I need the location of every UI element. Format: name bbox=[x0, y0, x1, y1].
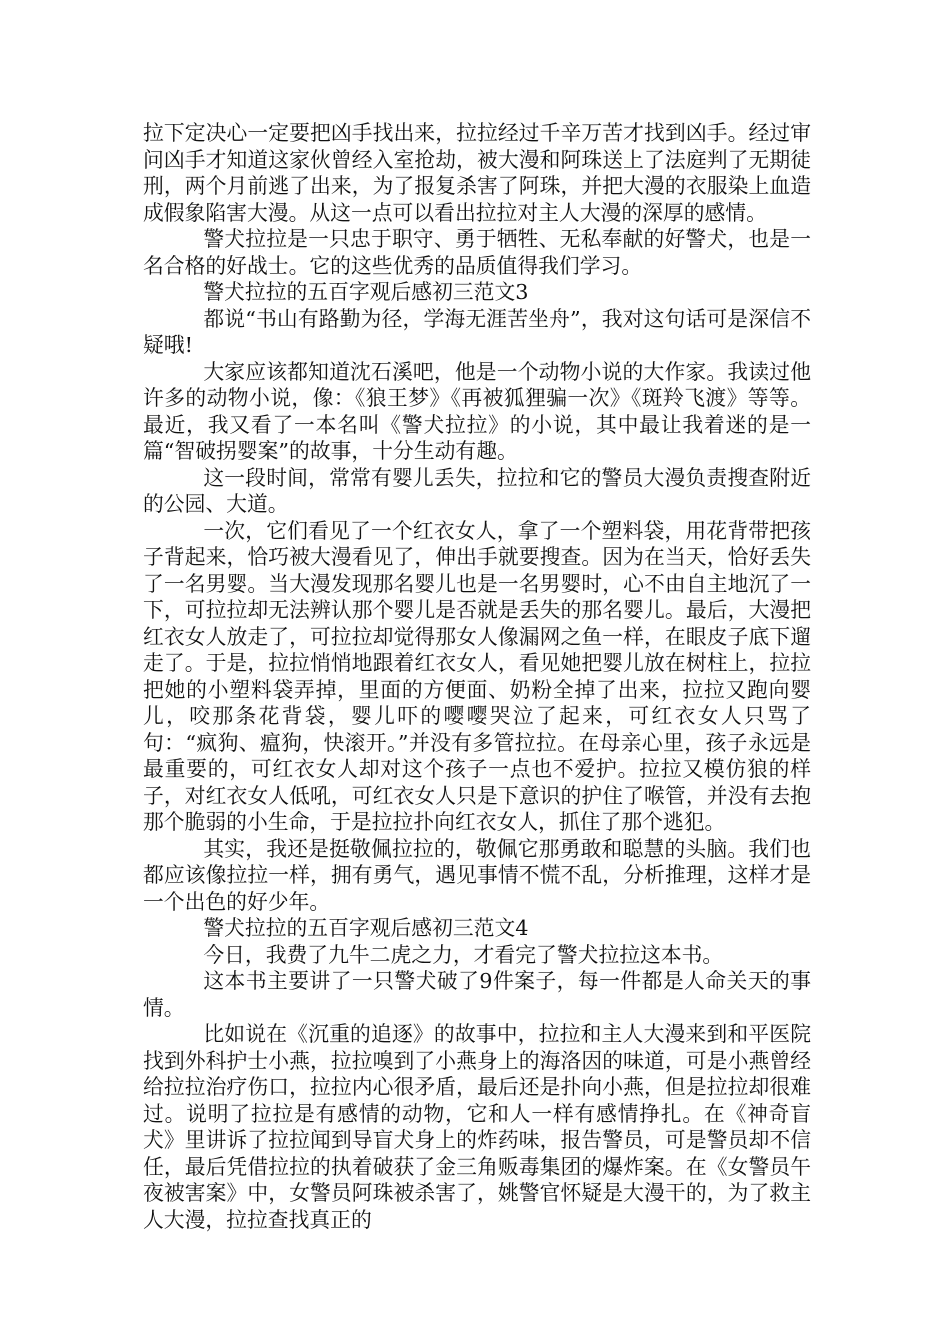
paragraph-1: 拉下定决心一定要把凶手找出来，拉拉经过千辛万苦才找到凶手。经过审问凶手才知道这家伙曾经入室抢劫，被大漫和阿珠送上了法庭判了无期徒刑，两个月前逃了出来，为了报复杀害了阿珠，并把大漫的衣服染上血造成假象陷害大漫。从这一点可以看出拉拉对主人大漫的深厚的感情。 bbox=[143, 121, 811, 225]
paragraph-3: 都说“书山有路勤为径，学海无涯苦坐舟”，我对这句话可是深信不疑哦! bbox=[143, 306, 811, 357]
paragraph-5: 这一段时间，常常有婴儿丢失，拉拉和它的警员大漫负责搜查附近的公园、大道。 bbox=[143, 465, 811, 516]
paragraph-8: 今日，我费了九牛二虎之力，才看完了警犬拉拉这本书。 bbox=[203, 942, 724, 967]
paragraph-6: 一次，它们看见了一个红衣女人，拿了一个塑料袋，用花背带把孩子背起来，恰巧被大漫看见了，伸出手就要搜查。因为在当天，恰好丢失了一名男婴。当大漫发现那名婴儿也是一名男婴时，心不由自主地沉了一下，可拉拉却无法辨认那个婴儿是否就是丢失的那名婴儿。最后，大漫把红衣女人放走了，可拉拉却觉得那女人像漏网之鱼一样，在眼皮子底下遛走了。于是，拉拉悄悄地跟着红衣女人，看见她把婴儿放在树柱上，拉拉把她的小塑料袋弄掉，里面的方便面、奶粉全掉了出来，拉拉又跑向婴儿，咬那条花背袋，婴儿吓的嘤嘤哭泣了起来，可红衣女人只骂了句：“疯狗、瘟狗，快滚开。”并没有多管拉拉。在母亲心里，孩子永远是最重要的，可红衣女人却对这个孩子一点也不爱护。拉拉又模仿狼的样子，对红衣女人低吼，可红衣女人只是下意识的护住了喉管，并没有去抱那个脆弱的小生命，于是拉拉扑向红衣女人，抓住了那个逃犯。 bbox=[143, 518, 811, 834]
paragraph-7: 其实，我还是挺敬佩拉拉的，敬佩它那勇敢和聪慧的头脑。我们也都应该像拉拉一样，拥有勇气，遇见事情不慌不乱，分析推理，这样才是一个出色的好少年。 bbox=[143, 836, 811, 914]
paragraph-4: 大家应该都知道沈石溪吧，他是一个动物小说的大作家。我读过他许多的动物小说，像：《狼王梦》《再被狐狸骗一次》《斑羚飞渡》等等。最近，我又看了一本名叫《警犬拉拉》的小说，其中最让我着迷的是一篇“智破拐婴案”的故事，十分生动有趣。 bbox=[143, 359, 811, 463]
paragraph-2: 警犬拉拉是一只忠于职守、勇于牺牲、无私奉献的好警犬，也是一名合格的好战士。它的这些优秀的品质值得我们学习。 bbox=[143, 227, 811, 278]
document-page bbox=[143, 120, 811, 1233]
section-heading-3: 警犬拉拉的五百字观后感初三范文3 bbox=[203, 280, 529, 304]
section-heading-4: 警犬拉拉的五百字观后感初三范文4 bbox=[203, 916, 529, 940]
paragraph-9: 这本书主要讲了一只警犬破了9件案子，每一件都是人命关天的事情。 bbox=[143, 969, 811, 1020]
paragraph-10: 比如说在《沉重的追逐》的故事中，拉拉和主人大漫来到和平医院找到外科护士小燕，拉拉嗅到了小燕身上的海洛因的味道，可是小燕曾经给拉拉治疗伤口，拉拉内心很矛盾，最后还是扑向小燕，但是拉拉却很难过。说明了拉拉是有感情的动物，它和人一样有感情挣扎。在《神奇盲犬》里讲诉了拉拉闻到导盲犬身上的炸药味，报告警员，可是警员却不信任，最后凭借拉拉的执着破获了金三角贩毒集团的爆炸案。在《女警员午夜被害案》中，女警员阿珠被杀害了，姚警官怀疑是大漫干的，为了救主人大漫，拉拉查找真正的 bbox=[143, 1022, 811, 1232]
